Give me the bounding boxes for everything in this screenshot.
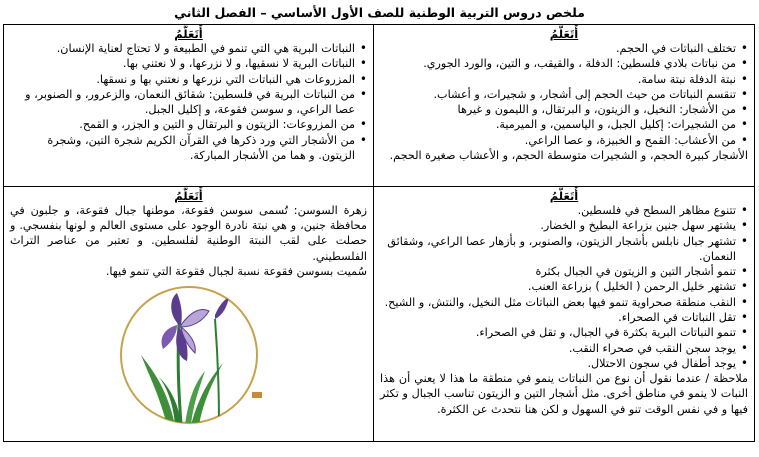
iris-flower-icon	[119, 285, 259, 425]
list-item: • تقل النباتات في الصحراء.	[380, 310, 748, 325]
decorative-mark	[252, 392, 262, 398]
list-item: • تتنوع مظاهر السطح في فلسطين.	[380, 203, 748, 218]
page-title: ملخص دروس التربية الوطنية للصف الأول الأساسي – الفصل الثاني	[174, 5, 585, 20]
list-item: • تشتهر خليل الرحمن ( الخليل ) بزراعة العنب.	[380, 279, 748, 294]
list-item: • من الأعشاب: القمح و الخبيزة، و عصا الراعي.	[380, 133, 748, 148]
list-item: • تختلف النباتات في الحجم.	[380, 41, 748, 56]
list-item: • تنمو أشجار التين و الزيتون في الجبال بكثرة	[380, 264, 748, 279]
list-item: • النباتات البرية لا نسقيها، و لا نزرعها، و لا نعتني بها.	[10, 56, 367, 71]
list-item: • النقب منطقة صحراوية تنمو فيها بعض النباتات مثل النخيل، والنتش، و الشيح.	[380, 295, 748, 310]
list-item: • نبتة الدفلة نبتة سامة.	[380, 72, 748, 87]
section-heading: أَتَعَلَّمُ	[174, 27, 203, 41]
note-paragraph: ملاحظة / عندما نقول أن نوع من النباتات ينمو في منطقة ما هذا لا يعني أن هذا النبات لا ينمو في مناطق أخرى. مثل أشجار التين و الزيتون تناسب الجبال و تكثر فيها و في نفس الوقت تنو في السهول و لكن هنا نتحدث عن الكثرة.	[380, 372, 748, 416]
list-item: • من الأشجار: النخيل، و الزيتون، و البرتقال، و الليمون و غيرها	[380, 102, 748, 117]
list-item: • يوجد أطفال في سجون الاحتلال.	[380, 356, 748, 371]
list-item: • يوجد سجن النقب في صحراء النقب.	[380, 341, 748, 356]
iris-caption: سُميت بسوسن فقوعة نسبة لجبال فقوعة التي تنمو فيها.	[105, 264, 367, 278]
cell-bottom-right	[374, 187, 755, 442]
iris-description: زهرة السوسن: تُسمى سوسن فقوعة، موطنها جبال فقوعة، و جلبون في محافظة جنين، و هي نبتة نادرة الوجود على مستوى العالم و لونها بنفسجي. و حصلت على لقب النبتة الوطنية لفلسطين. و تعتبر من عناصر التراث الفلسطيني.	[10, 204, 367, 263]
section-heading: أَتَعَلَّمُ	[549, 27, 579, 41]
cell-top-right	[374, 25, 755, 187]
list-item: • تنقسم النباتات من حيث الحجم إلى أشجار، و شجيرات، و أعشاب.	[380, 87, 748, 102]
list-item: • من الأشجار التي ورد ذكرها في القرآن الكريم شجرة التين، وشجرة الزيتون. و هما من الأشجار المباركة.	[10, 133, 367, 164]
bullet-list-bottom-right	[380, 203, 748, 371]
list-item: • من المزروعات: الزيتون و البرتقال و التين و الجزر، و القمح.	[10, 117, 367, 132]
list-item: • من الشجيرات: إكليل الجبل، و الياسمين، و الميرمية.	[380, 117, 748, 132]
bullet-list-top-left	[10, 41, 367, 163]
cell-top-left	[4, 25, 374, 187]
cell-bottom-left	[4, 187, 374, 442]
list-item: • تشتهر جبال نابلس بأشجار الزيتون، والصنوبر، و بأزهار عصا الراعي، وشقائق النعمان.	[380, 234, 748, 265]
list-item: • النباتات البرية هي التي تنمو في الطبيعة و لا تحتاج لعناية الإنسان.	[10, 41, 367, 56]
list-item: • المزروعات هي النباتات التي نزرعها و نعتني بها و نسقها.	[10, 72, 367, 87]
list-item: الأشجار كبيرة الحجم، و الشجيرات متوسطة الحجم، و الأعشاب صغيرة الحجم.	[389, 149, 748, 163]
list-item: • تنمو النباتات البرية بكثرة في الجبال، و تقل في الصحراء.	[380, 325, 748, 340]
section-heading: أَتَعَلَّمُ	[174, 189, 203, 203]
list-item: • من نباتات بلادي فلسطين: الدفلة ، والقيقب، و التين، والورد الجوري.	[380, 56, 748, 71]
summary-grid	[3, 24, 755, 442]
iris-flower-illustration	[119, 285, 259, 425]
bullet-list-top-right	[380, 41, 748, 163]
list-item: • من النباتات البرية في فلسطين: شقائق النعمان، والزعرور، و الصنوبر، و عصا الراعي، و سوسن فقوعة، و إكليل الجبل.	[10, 87, 367, 118]
list-item: • يشتهر سهل جنين بزراعة البطيخ و الخضار.	[380, 218, 748, 233]
section-heading: أَتَعَلَّمُ	[549, 189, 579, 203]
